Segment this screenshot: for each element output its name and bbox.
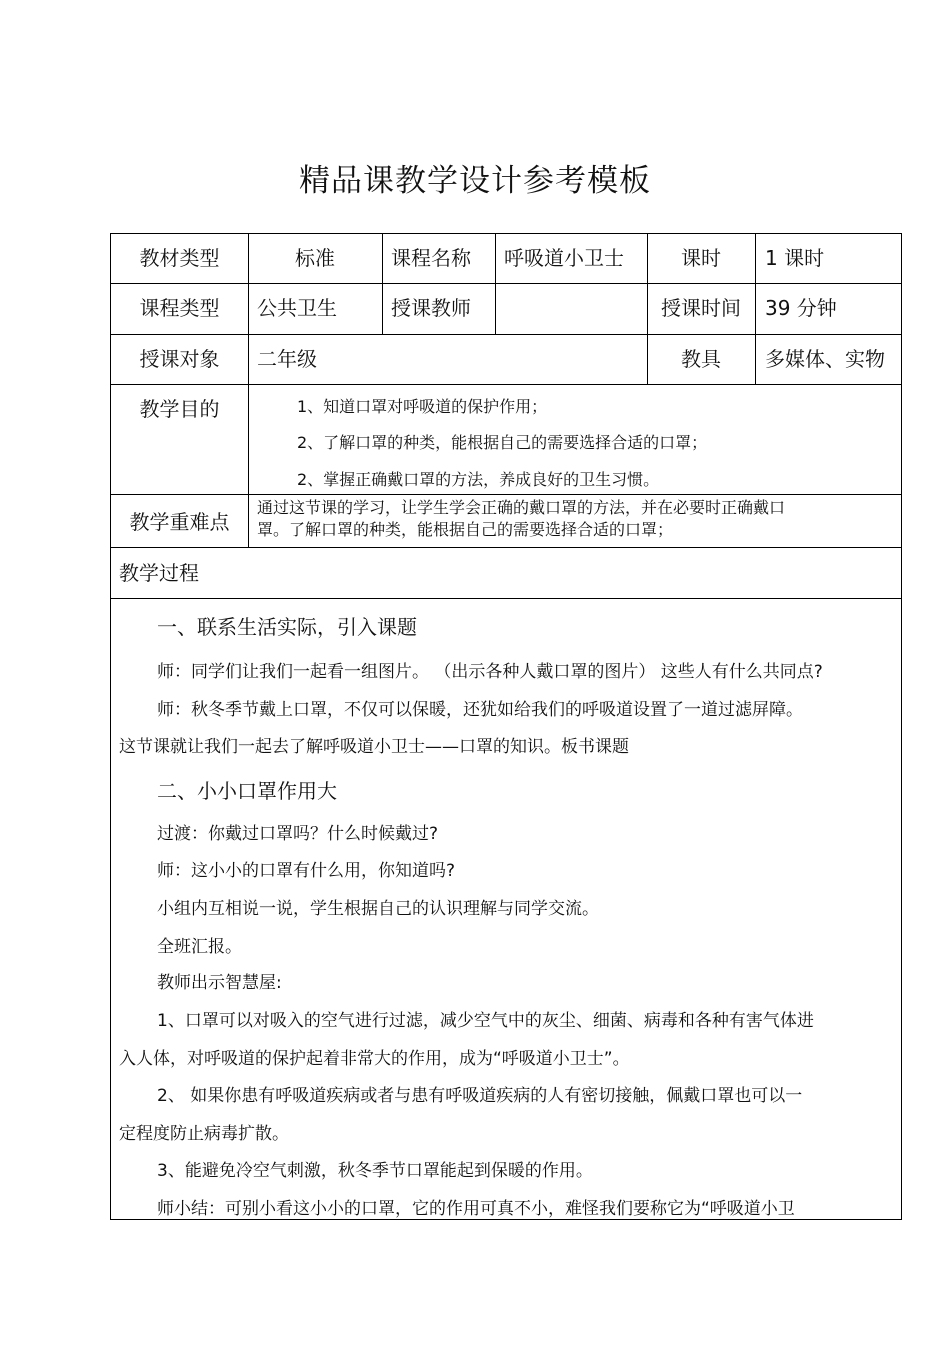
value-teaching-time: 39 分钟 <box>765 296 837 320</box>
paragraph-line: 3、能避免冷空气刺激，秋冬季节口罩能起到保暖的作用。 <box>157 1161 593 1181</box>
row-divider <box>111 283 901 284</box>
value-course-name: 呼吸道小卫士 <box>504 246 624 270</box>
goal-item: 1、知道口罩对呼吸道的保护作用； <box>297 397 548 416</box>
label-course-type: 课程类型 <box>139 296 220 320</box>
row-divider <box>111 384 901 385</box>
paragraph-line: 这节课就让我们一起去了解呼吸道小卫士——口罩的知识。板书课题 <box>119 737 629 757</box>
row-divider <box>111 334 901 335</box>
value-class-hours: 1 课时 <box>765 246 825 270</box>
row-divider <box>111 547 901 548</box>
paragraph-line: 教师出示智慧屋: <box>157 973 282 993</box>
label-course-name: 课程名称 <box>391 246 471 270</box>
paragraph-line: 小组内互相说一说，学生根据自己的认识理解与同学交流。 <box>157 899 599 919</box>
lesson-plan-table <box>110 233 902 1220</box>
paragraph-line: 全班汇报。 <box>157 937 242 957</box>
key-points-line: 罩。了解口罩的种类，能根据自己的需要选择合适的口罩； <box>257 520 674 539</box>
section-title: 二、小小口罩作用大 <box>157 779 337 803</box>
paragraph-line: 师：同学们让我们一起看一组图片。 （出示各种人戴口罩的图片） 这些人有什么共同点? <box>157 662 823 682</box>
label-teaching-process: 教学过程 <box>119 561 199 585</box>
label-material-type: 教材类型 <box>139 246 220 270</box>
value-course-type: 公共卫生 <box>257 296 337 320</box>
paragraph-line: 入人体，对呼吸道的保护起着非常大的作用，成为“呼吸道小卫士”。 <box>119 1049 630 1069</box>
paragraph-line: 师小结：可别小看这小小的口罩，它的作用可真不小，难怪我们要称它为“呼吸道小卫 <box>157 1199 795 1219</box>
paragraph-line: 2、 如果你患有呼吸道疾病或者与患有呼吸道疾病的人有密切接触，佩戴口罩也可以一 <box>157 1086 803 1106</box>
paragraph-line: 过渡：你戴过口罩吗？什么时候戴过? <box>157 824 439 844</box>
col-divider <box>495 234 496 334</box>
row-divider <box>111 494 901 495</box>
value-teaching-aids: 多媒体、实物 <box>765 347 885 371</box>
label-class-hours: 课时 <box>681 246 721 270</box>
goal-item: 2、掌握正确戴口罩的方法，养成良好的卫生习惯。 <box>297 470 660 489</box>
goal-item: 2、了解口罩的种类，能根据自己的需要选择合适的口罩； <box>297 433 708 452</box>
label-teacher: 授课教师 <box>391 296 471 320</box>
paragraph-line: 1、口罩可以对吸入的空气进行过滤，减少空气中的灰尘、细菌、病毒和各种有害气体进 <box>157 1011 814 1031</box>
value-material-type: 标准 <box>295 246 335 270</box>
col-divider <box>382 234 383 334</box>
label-audience: 授课对象 <box>139 347 220 371</box>
label-key-points: 教学重难点 <box>129 510 230 534</box>
paragraph-line: 师：秋冬季节戴上口罩，不仅可以保暖，还犹如给我们的呼吸道设置了一道过滤屏障。 <box>157 700 803 720</box>
section-title: 一、联系生活实际，引入课题 <box>157 615 417 639</box>
col-divider <box>248 234 249 547</box>
row-divider <box>111 598 901 599</box>
col-divider <box>755 234 756 384</box>
key-points-line: 通过这节课的学习，让学生学会正确的戴口罩的方法，并在必要时正确戴口 <box>257 498 786 517</box>
paragraph-line: 定程度防止病毒扩散。 <box>119 1124 289 1144</box>
value-audience: 二年级 <box>257 347 317 371</box>
label-teaching-goals: 教学目的 <box>139 397 220 421</box>
paragraph-line: 师：这小小的口罩有什么用，你知道吗? <box>157 861 456 881</box>
page-title: 精品课教学设计参考模板 <box>299 163 651 199</box>
label-teaching-aids: 教具 <box>681 347 721 371</box>
label-teaching-time: 授课时间 <box>661 296 741 320</box>
